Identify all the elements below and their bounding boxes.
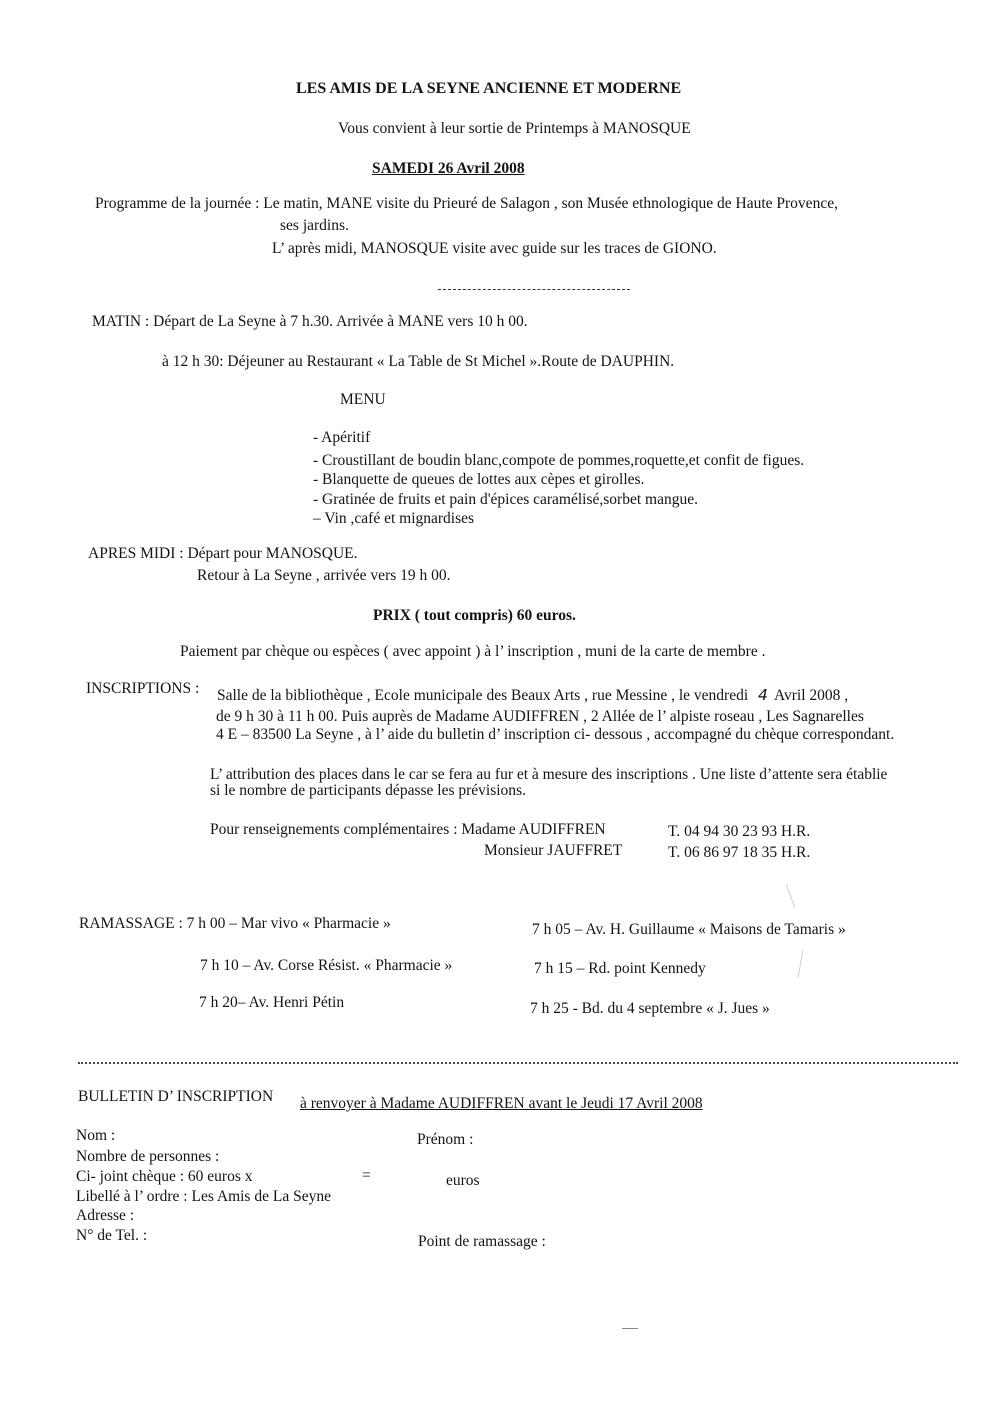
payment-info: Paiement par chèque ou espèces ( avec appoint ) à l’ inscription , muni de la carte de membre .: [180, 643, 766, 660]
field-tel: N° de Tel. :: [76, 1227, 148, 1244]
matin-line-2: à 12 h 30: Déjeuner au Restaurant « La Table de St Michel ».Route de DAUPHIN.: [162, 353, 675, 370]
field-libelle: Libellé à l’ ordre : Les Amis de La Seyne: [76, 1188, 331, 1205]
cut-line: [78, 1062, 958, 1064]
menu-item: - Apéritif: [313, 429, 371, 446]
inscriptions-text: Salle de la bibliothèque , Ecole municipale des Beaux Arts , rue Messine , le vendredi: [217, 687, 749, 704]
handwritten-day: 4: [758, 686, 768, 704]
contact-phone-2: T. 06 86 97 18 35 H.R.: [668, 844, 811, 861]
programme-line-1: Programme de la journée : Le matin, MANE visite du Prieuré de Salagon , son Musée ethnologique de Haute Provence,: [95, 195, 838, 212]
euros-label: euros: [446, 1172, 480, 1189]
pickup-6: 7 h 25 - Bd. du 4 septembre « J. Jues »: [530, 1000, 770, 1017]
document-subtitle: Vous convient à leur sortie de Printemps à MANOSQUE: [338, 120, 691, 137]
apres-midi-line-1: APRES MIDI : Départ pour MANOSQUE.: [88, 545, 358, 562]
field-cheque: Ci- joint chèque : 60 euros x: [76, 1168, 253, 1185]
apres-midi-line-2: Retour à La Seyne , arrivée vers 19 h 00.: [197, 567, 451, 584]
bulletin-title: BULLETIN D’ INSCRIPTION: [78, 1088, 274, 1105]
contact-name-2: Monsieur JAUFFRET: [484, 842, 623, 859]
field-prenom: Prénom :: [417, 1131, 474, 1148]
scan-mark: [798, 950, 804, 978]
scan-mark: [786, 885, 795, 908]
programme-line-2: ses jardins.: [280, 217, 349, 234]
inscriptions-label: INSCRIPTIONS :: [86, 680, 200, 697]
price: PRIX ( tout compris) 60 euros.: [373, 607, 576, 624]
pickup-4: 7 h 15 – Rd. point Kennedy: [534, 960, 706, 977]
scan-mark: [622, 1328, 638, 1329]
menu-item: - Blanquette de queues de lottes aux cèpes et girolles.: [313, 471, 645, 488]
programme-line-3: L’ après midi, MANOSQUE visite avec guide sur les traces de GIONO.: [272, 240, 717, 257]
menu-title: MENU: [340, 391, 386, 408]
pickup-2: 7 h 05 – Av. H. Guillaume « Maisons de Tamaris »: [532, 921, 846, 938]
inscriptions-line-5: si le nombre de participants dépasse les prévisions.: [210, 782, 526, 799]
field-nom: Nom :: [76, 1127, 116, 1144]
pickup-5: 7 h 20– Av. Henri Pétin: [199, 994, 345, 1011]
matin-line-1: MATIN : Départ de La Seyne à 7 h.30. Arrivée à MANE vers 10 h 00.: [92, 313, 528, 330]
separator-line: [438, 289, 630, 290]
field-nb-personnes: Nombre de personnes :: [76, 1148, 220, 1165]
menu-item: – Vin ,café et mignardises: [313, 510, 475, 527]
inscriptions-line-3: 4 E – 83500 La Seyne , à l’ aide du bulletin d’ inscription ci- dessous , accompagné du chèque correspondant.: [216, 726, 895, 743]
pickup-1: RAMASSAGE : 7 h 00 – Mar vivo « Pharmacie »: [79, 915, 391, 932]
inscriptions-text-end: Avril 2008 ,: [773, 687, 849, 704]
field-adresse: Adresse :: [76, 1207, 135, 1224]
equals-sign: =: [362, 1167, 371, 1184]
menu-item: - Gratinée de fruits et pain d'épices caramélisé,sorbet mangue.: [313, 491, 698, 508]
inscriptions-line-1: [217, 687, 848, 705]
inscriptions-line-2: de 9 h 30 à 11 h 00. Puis auprès de Madame AUDIFFREN , 2 Allée de l’ alpiste roseau , Les Sagnarelles: [216, 708, 864, 725]
document-title: LES AMIS DE LA SEYNE ANCIENNE ET MODERNE: [296, 80, 682, 97]
inscriptions-line-4: L’ attribution des places dans le car se fera au fur et à mesure des inscriptions . Une liste d’attente sera établie: [210, 766, 888, 783]
contact-intro: Pour renseignements complémentaires : Madame AUDIFFREN: [210, 821, 606, 838]
pickup-3: 7 h 10 – Av. Corse Résist. « Pharmacie »: [200, 957, 453, 974]
field-point-ramassage: Point de ramassage :: [418, 1233, 546, 1250]
event-date: SAMEDI 26 Avril 2008: [372, 160, 525, 177]
bulletin-subtitle: à renvoyer à Madame AUDIFFREN avant le Jeudi 17 Avril 2008: [300, 1095, 703, 1112]
menu-item: - Croustillant de boudin blanc,compote de pommes,roquette,et confit de figues.: [313, 452, 805, 469]
contact-phone-1: T. 04 94 30 23 93 H.R.: [668, 823, 811, 840]
